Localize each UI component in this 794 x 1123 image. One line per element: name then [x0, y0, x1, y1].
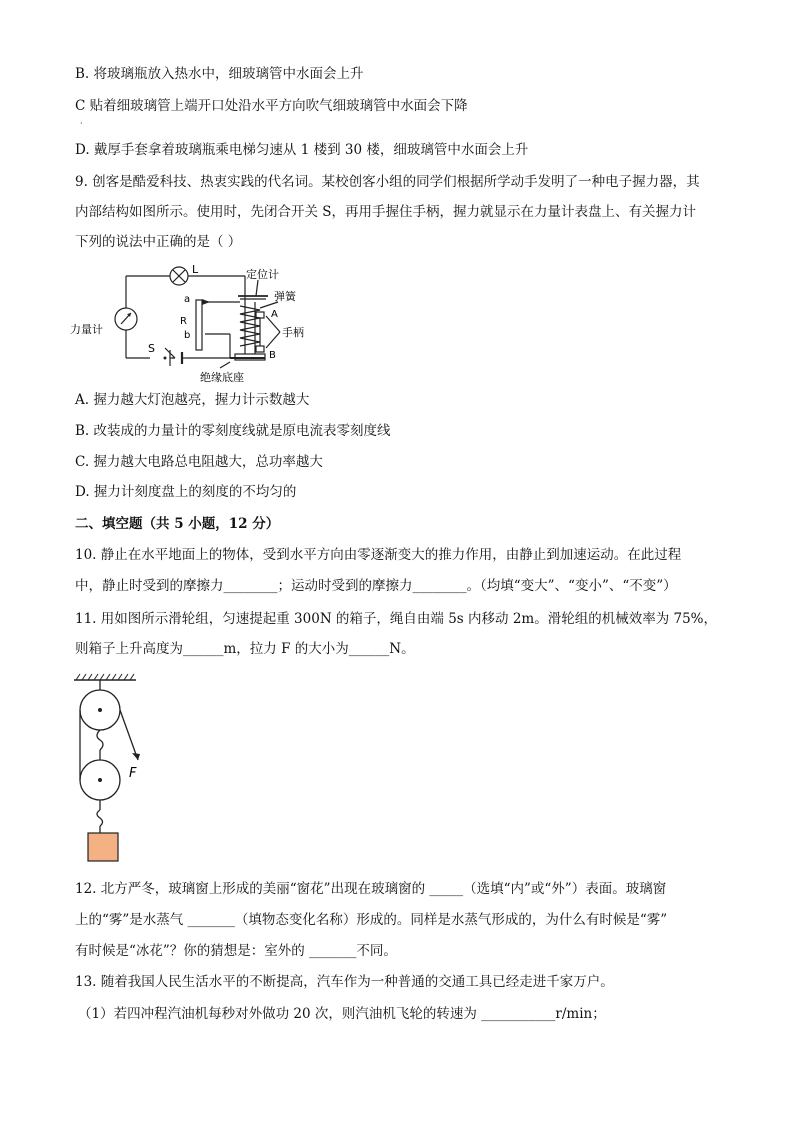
question-13-line-1: 13. 随着我国人民生活水平的不断提高，汽车作为一种普通的交通工具已经走进千家万户。: [75, 974, 614, 990]
question-12-line-1: 12. 北方严冬，玻璃窗上形成的美丽“窗花”出现在玻璃窗的 _____（选填“内”或“外”）表面。玻璃窗: [75, 881, 667, 897]
question-10-line-1: 10. 静止在水平地面上的物体，受到水平方向由零逐渐变大的推力作用，由静止到加速运动。在此过程: [75, 547, 682, 563]
box-weight: [88, 833, 118, 861]
base-label: 绝缘底座: [200, 371, 244, 384]
question-13-part-1: （1）若四冲程汽油机每秒对外做功 20 次，则汽油机飞轮的转速为 ___________r/min；: [78, 1006, 606, 1022]
handle-label: 手柄: [282, 326, 304, 339]
terminal-a-label: a: [184, 294, 191, 305]
question-12-line-2: 上的“雾”是水蒸气 _______（填物态变化名称）形成的。同样是水蒸气形成的，为什么有时候是“雾”: [75, 912, 668, 928]
question-9-line-1: 9. 创客是酷爱科技、热衷实践的代名词。某校创客小组的同学们根据所学动手发明了一种电子握力器，其: [75, 174, 700, 190]
section-heading: 二、填空题（共 5 小题，12 分）: [75, 516, 280, 532]
option-d-q9: D. 握力计刻度盘上的刻度的不均匀的: [75, 484, 297, 500]
question-10-line-2: 中，静止时受到的摩擦力________；运动时受到的摩擦力________。（均填“变大”、“变小”、“不变”）: [75, 578, 677, 594]
option-c-q9: C. 握力越大电路总电阻越大，总功率越大: [75, 454, 323, 470]
lamp-label: L: [192, 263, 199, 276]
rheostat-label: R: [180, 316, 187, 327]
point-a-label: A: [271, 309, 278, 320]
meter-label: 力量计: [70, 323, 103, 336]
pulley-diagram: [70, 670, 160, 865]
question-11-line-2: 则箱子上升高度为______m，拉力 F 的大小为______N。: [75, 641, 415, 657]
option-b-q8: B. 将玻璃瓶放入热水中，细玻璃管中水面会上升: [75, 66, 364, 82]
option-d-q8: D. 戴厚手套拿着玻璃瓶乘电梯匀速从 1 楼到 30 楼，细玻璃管中水面会上升: [75, 142, 529, 158]
option-c-q8: C 贴着细玻璃管上端开口处沿水平方向吹气细玻璃管中水面会下降: [75, 98, 468, 114]
terminal-b-label: b: [184, 330, 191, 341]
grip-circuit-diagram: [70, 262, 310, 387]
question-11-line-1: 11. 用如图所示滑轮组，匀速提起重 300N 的箱子，绳自由端 5s 内移动 2m。滑轮组的机械效率为 75%，: [75, 611, 718, 627]
question-12-line-3: 有时候是“冰花”？你的猜想是：室外的 _______不同。: [75, 943, 397, 959]
spring-label: 弹簧: [274, 290, 296, 303]
option-b-q9: B. 改装成的力量计的零刻度线就是原电流表零刻度线: [75, 423, 391, 439]
question-9-line-3: 下列的说法中正确的是（ ）: [75, 234, 242, 250]
point-b-label: B: [269, 350, 276, 361]
stray-mark: ·: [80, 119, 83, 128]
force-arrow-icon: [132, 753, 140, 760]
force-label: F: [129, 766, 137, 781]
locator-label: 定位计: [246, 268, 279, 281]
option-a-q9: A. 握力越大灯泡越亮，握力计示数越大: [75, 392, 310, 408]
switch-label: S: [148, 342, 155, 355]
question-9-line-2: 内部结构如图所示。使用时，先闭合开关 S，再用手握住手柄，握力就显示在力量计表盘上、有关握力计: [75, 204, 697, 220]
